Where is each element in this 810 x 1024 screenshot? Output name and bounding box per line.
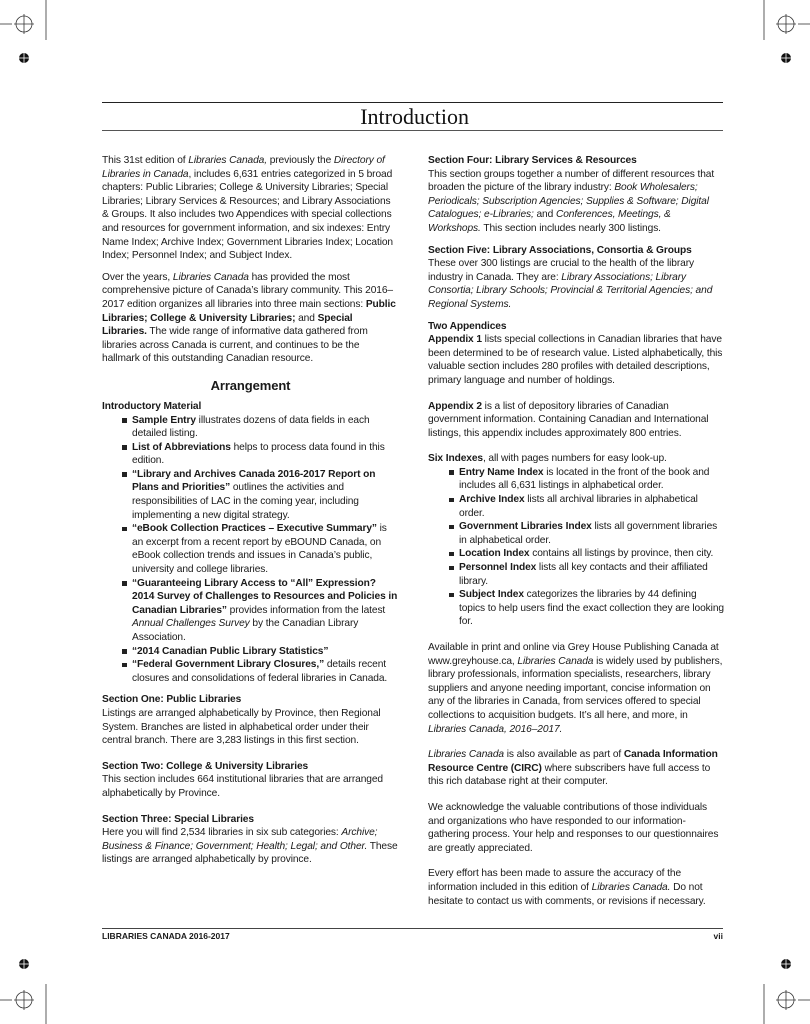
text-run: Over the years, xyxy=(102,271,173,283)
circ-paragraph xyxy=(428,748,724,789)
bold-text: Public Libraries; College & University Libraries; xyxy=(102,298,396,324)
bold-text: Appendix 2 xyxy=(428,400,482,412)
section-one-heading: Section One: Public Libraries xyxy=(102,694,242,706)
bold-text: Appendix 1 xyxy=(428,334,482,346)
text-run: where subscribers have full access to this rich database right at their computer. xyxy=(428,762,711,788)
text-run: details recent closures and consolidations of federal libraries in Canada. xyxy=(132,659,388,684)
list-item xyxy=(121,441,399,468)
list-item xyxy=(121,468,399,522)
bold-text: Special Libraries. xyxy=(102,312,353,338)
italic-text: Libraries Canada xyxy=(172,271,249,283)
text-run: illustrates dozens of data fields in each detailed listing. xyxy=(132,414,370,440)
section-two-heading: Section Two: College & University Libraries xyxy=(102,760,309,772)
text-run: Listings are arranged alphabetically by Province, then Regional System. Branches are listed in alphabetical order under their central branch. There are 3,283 listings in this first section. xyxy=(102,707,381,747)
text-run: outlines the activities and responsibilities of LAC in the coming year, including implementing a new digital strategy. xyxy=(132,482,359,521)
text-run: and xyxy=(533,209,556,221)
text-run: by the Canadian Library Association. xyxy=(132,618,359,643)
text-run: is also available as part of xyxy=(504,749,624,761)
bold-text: Subject Index xyxy=(459,589,524,601)
bold-text: Canada Information Resource Centre (CIRC) xyxy=(428,749,718,774)
text-run: The wide range of informative data gathered from libraries across Canada is current, and continues to be the hallmark of this outstanding Canadian resource. xyxy=(102,326,368,365)
section-five-heading: Section Five: Library Associations, Consortia & Groups xyxy=(428,244,692,256)
page-title: Introduction xyxy=(360,104,469,129)
availability-paragraph xyxy=(428,641,724,736)
text-run: helps to process data found in this edition. xyxy=(132,441,385,467)
list-item xyxy=(448,561,724,588)
appendix-1-text xyxy=(428,333,724,387)
crop-mark-top-left xyxy=(0,0,70,70)
bold-text: Sample Entry xyxy=(132,414,196,426)
text-run: These listings are arranged alphabetically by province. xyxy=(102,840,398,866)
italic-text: Libraries Canada, xyxy=(188,155,267,166)
text-run: is widely used by publishers, library professionals, information specialists, researchers, library suppliers and anyone needing important, concise information on any of the libraries in Canada, from services offered to special collections to acquisition budgets. It’s all here, and more, in xyxy=(428,655,723,721)
text-run: Every effort has been made to assure the accuracy of the information included in this edition of xyxy=(428,868,682,893)
section-five-body xyxy=(428,257,724,311)
text-run: lists special collections in Canadian libraries that have been determined to be of research value. Listed alphabetically, this valuable section includes 280 profiles with detailed descriptions, primary language and number of holdings. xyxy=(428,334,723,386)
bold-text: Archive Index xyxy=(459,494,525,506)
text-run: This section groups together a number of different resources that broaden the picture of the library industry: xyxy=(428,168,715,194)
bold-text: Six Indexes xyxy=(428,453,483,465)
bold-text: Personnel Index xyxy=(459,562,537,574)
italic-text: Book Wholesalers; Periodicals; Subscription Agencies; Supplies & Software; Digital Catalogues; e-Libraries; xyxy=(428,182,709,221)
footer-page-number: vii xyxy=(713,931,723,941)
section-three-heading: Section Three: Special Libraries xyxy=(102,813,254,825)
section-one-body xyxy=(102,707,399,748)
list-item xyxy=(448,466,724,493)
list-item xyxy=(121,658,399,685)
text-run: , includes 6,631 entries categorized in 5 broad chapters: Public Libraries; College & University Libraries; Special Libraries; Library Services & Resources; and Library Associations & Groups. It also includes two Appendices with special collections and resources for government information, and six indexes: Entry Name Index; Archive Index; Government Libraries Index; Location Index; Personnel Index; and Subject Index. xyxy=(102,168,393,262)
list-item xyxy=(121,577,399,645)
italic-text: Libraries Canada xyxy=(517,655,594,667)
bold-text: “Guaranteeing Library Access to “All” Expression? 2014 Survey of Challenges to Resources and Policies in Canadian Libraries” xyxy=(132,577,398,616)
crop-mark-top-right xyxy=(740,0,810,70)
text-run: categorizes the libraries by 44 defining topics to help users find the exact collection they are looking for. xyxy=(459,589,724,628)
acknowledgement-paragraph xyxy=(428,801,724,855)
header-bottom-rule xyxy=(102,130,723,131)
text-run: and xyxy=(295,312,318,324)
text-run: is an excerpt from a recent report by eBOUND Canada, on eBook collection trends and issues in Canada’s public, university and college libraries. xyxy=(132,523,387,576)
text-run: Do not hesitate to contact us with comments, or revisions if necessary. xyxy=(428,881,706,907)
list-item xyxy=(121,522,399,576)
italic-text: Annual Challenges Survey xyxy=(132,618,250,630)
bold-text: List of Abbreviations xyxy=(132,441,231,453)
list-item xyxy=(448,547,724,561)
right-column xyxy=(428,154,724,916)
crop-mark-bottom-right xyxy=(740,954,810,1024)
list-item xyxy=(121,414,399,441)
bold-text: Government Libraries Index xyxy=(459,521,592,533)
italic-text: Libraries Canada xyxy=(428,749,504,761)
text-run: lists all key contacts and their affiliated library. xyxy=(459,562,708,587)
six-indexes-intro xyxy=(428,452,724,466)
text-run: provides information from the latest xyxy=(226,604,386,616)
indexes-list xyxy=(428,466,724,629)
intro-paragraph-2 xyxy=(102,271,399,366)
arrangement-heading: Arrangement xyxy=(210,377,291,393)
text-run: contains all listings by province, then city. xyxy=(529,548,714,560)
crop-mark-bottom-left xyxy=(0,954,70,1024)
bold-text: “Federal Government Library Closures,” xyxy=(132,659,325,671)
italic-text: Libraries Canada, 2016–2017. xyxy=(428,723,563,735)
text-run: , all with pages numbers for easy look-up. xyxy=(482,453,667,465)
list-item xyxy=(448,520,724,547)
text-run: These over 300 listings are crucial to the health of the library industry in Canada. They are: xyxy=(428,258,694,283)
italic-text: Archive; Business & Finance; Government; Health; Legal; and Other. xyxy=(102,827,378,852)
text-run: lists all archival libraries in alphabetical order. xyxy=(459,494,698,519)
bold-text: “eBook Collection Practices – Executive Summary” xyxy=(132,523,377,535)
bold-text: Location Index xyxy=(459,548,530,560)
bold-text: “Library and Archives Canada 2016-2017 Report on Plans and Priorities” xyxy=(132,468,376,494)
list-item xyxy=(121,645,399,659)
list-item xyxy=(448,588,724,629)
section-four-heading: Section Four: Library Services & Resources xyxy=(428,155,637,166)
text-run: previously the xyxy=(266,155,334,166)
section-four-body xyxy=(428,168,724,236)
italic-text: Library Associations; Library Consortia; Library Schools; Provincial & Territorial Agencies; and Regional Systems. xyxy=(428,271,713,310)
text-run: Here you will find 2,534 libraries in six sub categories: xyxy=(102,827,342,839)
intro-paragraph-1 xyxy=(102,154,399,263)
text-run: Available in print and online via Grey House Publishing Canada at www.greyhouse.ca, xyxy=(428,642,719,667)
text-run: lists all government libraries in alphabetical order. xyxy=(459,521,718,546)
text-run: We acknowledge the valuable contributions of those individuals and organizations who have responded to our information-gathering process. Your help and responses to our questionnaires are greatly appreciated. xyxy=(428,801,719,854)
introductory-material-list xyxy=(102,414,399,686)
section-three-body xyxy=(102,826,399,867)
section-two-body xyxy=(102,773,399,800)
footer-publication-title: LIBRARIES CANADA 2016-2017 xyxy=(102,931,230,941)
appendices-heading: Two Appendices xyxy=(428,320,507,332)
footer-rule xyxy=(102,928,723,929)
left-column xyxy=(102,154,399,875)
text-run: is located in the front of the book and includes all 6,631 listings in alphabetical order. xyxy=(459,466,710,492)
text-run: This 31st edition of xyxy=(102,155,189,166)
text-run: has provided the most comprehensive picture of Canada’s library community. This 2016–2017 edition organizes all libraries into three main sections: xyxy=(102,271,393,310)
text-run: This section includes nearly 300 listings. xyxy=(480,222,661,234)
list-item xyxy=(448,493,724,520)
italic-text: Libraries Canada. xyxy=(591,881,671,893)
text-run: This section includes 664 institutional libraries that are arranged alphabetically by Province. xyxy=(102,774,383,799)
italic-text: Conferences, Meetings, & Workshops. xyxy=(428,209,671,234)
appendix-2-text xyxy=(428,400,724,441)
italic-text: Directory of Libraries in Canada xyxy=(102,155,385,180)
text-run: is a list of depository libraries of Canadian government information. Containing Canadian and International listings, this appendix includes approximately 800 entries. xyxy=(428,400,709,439)
bold-text: Entry Name Index xyxy=(459,466,544,478)
introductory-material-heading: Introductory Material xyxy=(102,400,202,412)
accuracy-paragraph xyxy=(428,867,724,908)
bold-text: “2014 Canadian Public Library Statistics” xyxy=(132,645,329,657)
